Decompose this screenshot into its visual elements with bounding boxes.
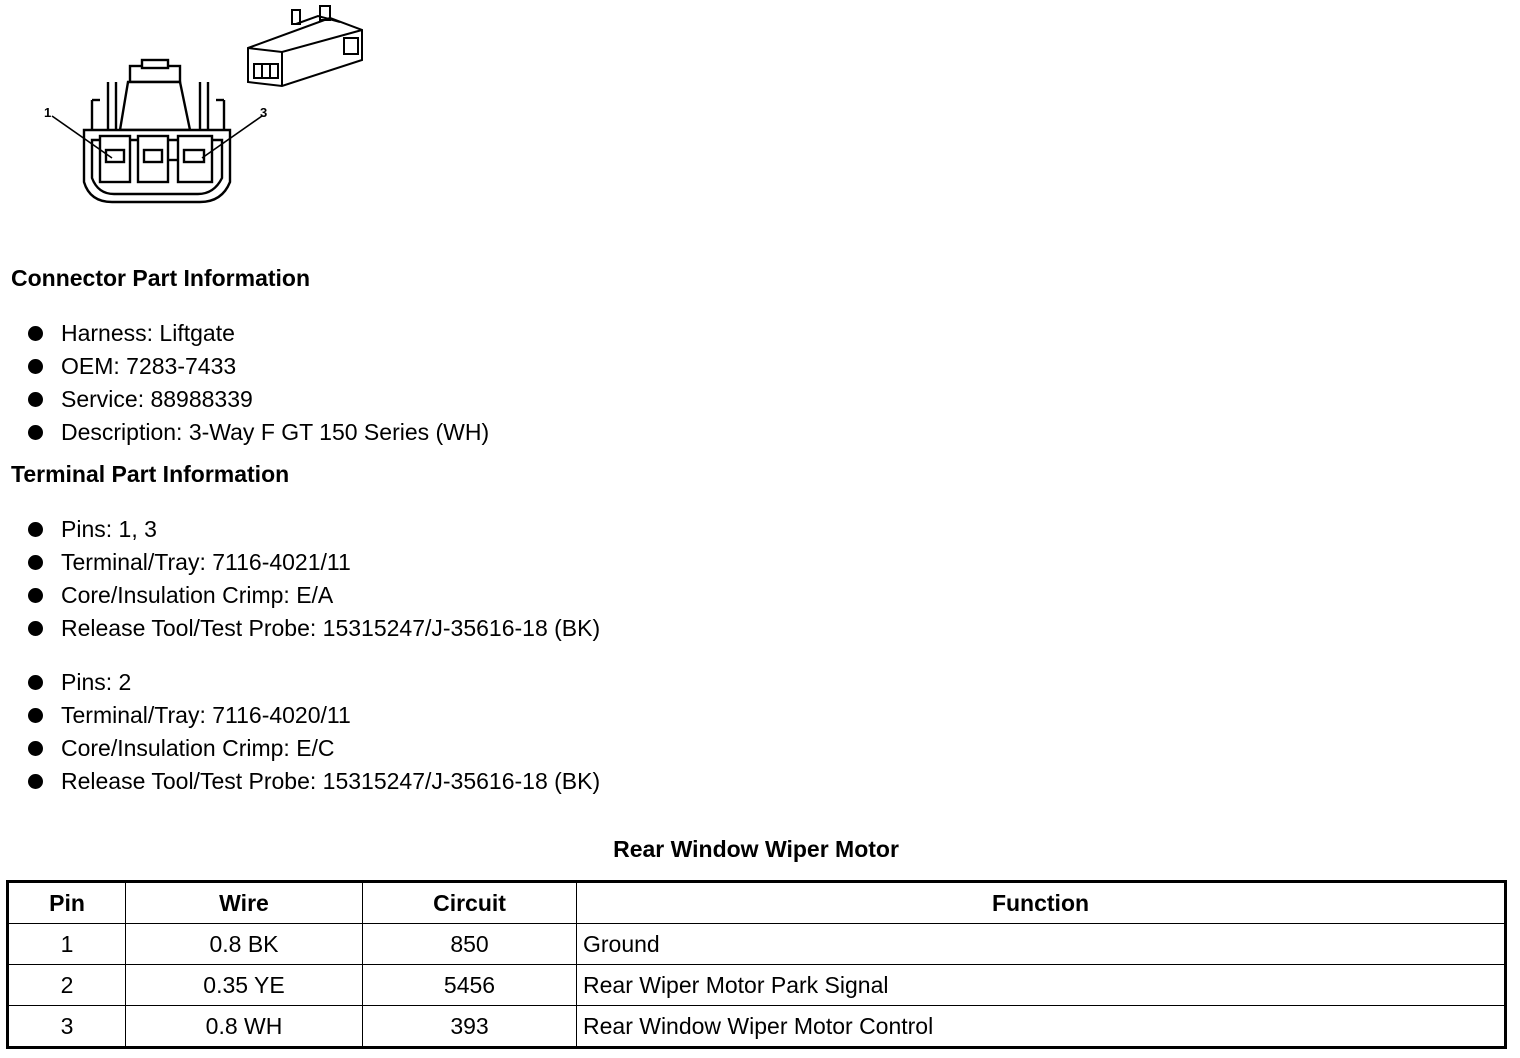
cell-function: Ground xyxy=(577,924,1506,965)
list-item: Pins: 2 xyxy=(28,666,600,699)
list-item: Core/Insulation Crimp: E/A xyxy=(28,579,600,612)
terminal-part-heading: Terminal Part Information xyxy=(11,461,290,487)
bullet-icon xyxy=(28,621,43,636)
bullet-icon xyxy=(28,359,43,374)
bullet-icon xyxy=(28,522,43,537)
pinout-table xyxy=(6,880,1507,1049)
cell-circuit: 393 xyxy=(363,1006,577,1048)
list-item: Terminal/Tray: 7116-4020/11 xyxy=(28,699,600,732)
cell-circuit: 850 xyxy=(363,924,577,965)
cell-circuit: 5456 xyxy=(363,965,577,1006)
list-item: Service: 88988339 xyxy=(28,383,489,416)
table-header-row xyxy=(8,882,1506,924)
bullet-icon xyxy=(28,588,43,603)
column-header-pin: Pin xyxy=(8,882,126,924)
column-header-function: Function xyxy=(577,882,1506,924)
list-item: Core/Insulation Crimp: E/C xyxy=(28,732,600,765)
bullet-icon xyxy=(28,392,43,407)
cell-pin: 2 xyxy=(8,965,126,1006)
cell-wire: 0.35 YE xyxy=(126,965,363,1006)
list-item: Harness: Liftgate xyxy=(28,317,489,350)
connector-face-view xyxy=(84,60,230,202)
bullet-icon xyxy=(28,741,43,756)
cell-pin: 3 xyxy=(8,1006,126,1048)
connector-part-list xyxy=(28,317,489,449)
list-item: Release Tool/Test Probe: 15315247/J-35616-18 (BK) xyxy=(28,765,600,798)
bullet-icon xyxy=(28,326,43,341)
terminal-group-2-list xyxy=(28,666,600,798)
connector-part-heading: Connector Part Information xyxy=(11,265,311,291)
table-row xyxy=(8,1006,1506,1048)
column-header-circuit: Circuit xyxy=(363,882,577,924)
connector-isometric-view xyxy=(248,6,362,86)
bullet-icon xyxy=(28,774,43,789)
cell-wire: 0.8 BK xyxy=(126,924,363,965)
table-title: Rear Window Wiper Motor xyxy=(613,836,899,862)
list-item: Terminal/Tray: 7116-4021/11 xyxy=(28,546,600,579)
list-item: Release Tool/Test Probe: 15315247/J-35616-18 (BK) xyxy=(28,612,600,645)
list-item: OEM: 7283-7433 xyxy=(28,350,489,383)
table-row xyxy=(8,965,1506,1006)
column-header-wire: Wire xyxy=(126,882,363,924)
bullet-icon xyxy=(28,425,43,440)
cell-function: Rear Wiper Motor Park Signal xyxy=(577,965,1506,1006)
cell-function: Rear Window Wiper Motor Control xyxy=(577,1006,1506,1048)
bullet-icon xyxy=(28,708,43,723)
terminal-group-1-list xyxy=(28,513,600,645)
table-row xyxy=(8,924,1506,965)
list-item: Pins: 1, 3 xyxy=(28,513,600,546)
bullet-icon xyxy=(28,555,43,570)
connector-drawing xyxy=(0,0,380,215)
pin-3-callout: 3 xyxy=(260,105,268,120)
list-item: Description: 3-Way F GT 150 Series (WH) xyxy=(28,416,489,449)
pin-1-callout: 1 xyxy=(44,105,52,120)
bullet-icon xyxy=(28,675,43,690)
cell-wire: 0.8 WH xyxy=(126,1006,363,1048)
cell-pin: 1 xyxy=(8,924,126,965)
